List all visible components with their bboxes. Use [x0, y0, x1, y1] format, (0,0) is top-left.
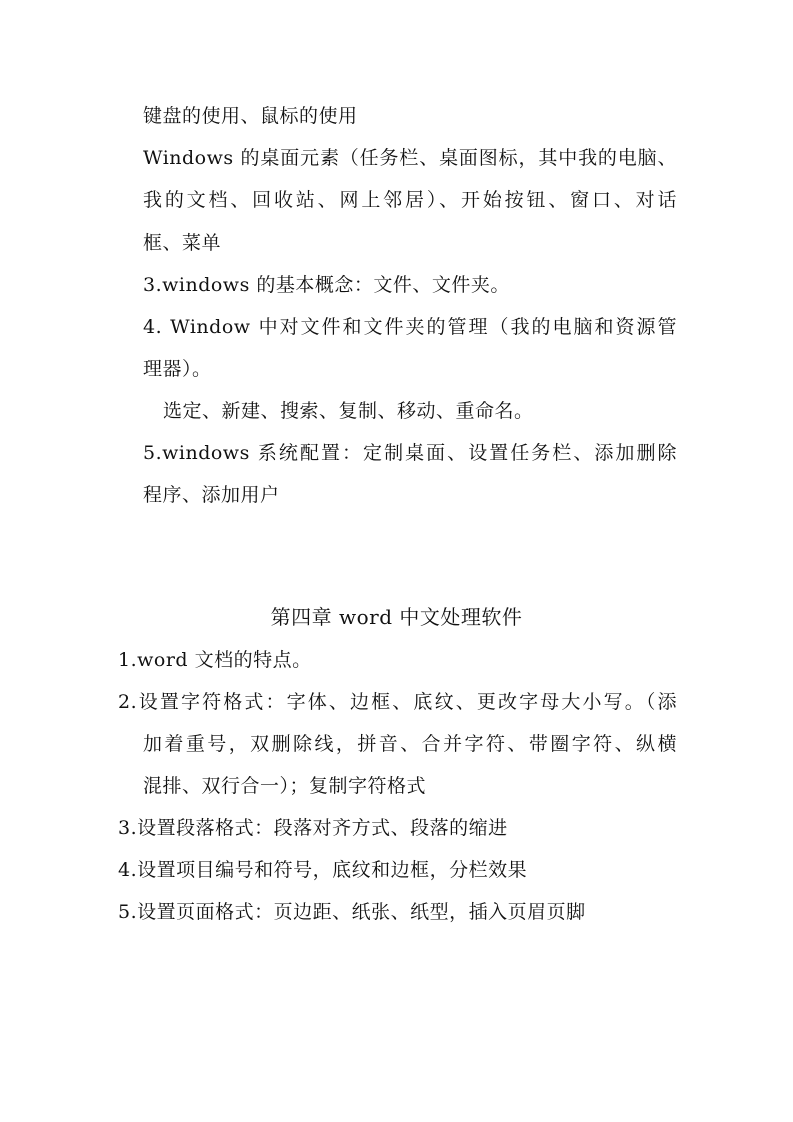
text-line-7: 理器）。 — [143, 358, 212, 380]
text-line-10: 程序、添加用户 — [143, 484, 280, 506]
text-line-9: 5.windows 系统配置：定制桌面、设置任务栏、添加删除 — [143, 442, 677, 464]
word-line-5: 3.设置段落格式：段落对齐方式、段落的缩进 — [118, 817, 508, 839]
word-line-1: 1.word 文档的特点。 — [118, 649, 312, 671]
word-line-2: 2.设置字符格式：字体、边框、底纹、更改字母大小写。（添 — [118, 691, 677, 713]
word-line-6: 4.设置项目编号和符号，底纹和边框，分栏效果 — [118, 859, 528, 881]
text-line-2: Windows 的桌面元素（任务栏、桌面图标，其中我的电脑、 — [143, 147, 677, 169]
text-line-4: 框、菜单 — [143, 232, 222, 254]
chapter-title: 第四章 word 中文处理软件 — [270, 605, 523, 629]
text-line-6: 4. Window 中对文件和文件夹的管理（我的电脑和资源管 — [143, 316, 677, 338]
text-line-1: 键盘的使用、鼠标的使用 — [143, 105, 358, 127]
text-line-3: 我的文档、回收站、网上邻居）、开始按钮、窗口、对话 — [143, 189, 677, 211]
text-line-5: 3.windows 的基本概念：文件、文件夹。 — [143, 274, 510, 296]
word-line-3: 加着重号，双删除线，拼音、合并字符、带圈字符、纵横 — [143, 733, 677, 755]
text-line-8: 选定、新建、搜索、复制、移动、重命名。 — [163, 400, 534, 422]
word-line-7: 5.设置页面格式：页边距、纸张、纸型，插入页眉页脚 — [118, 901, 586, 923]
word-line-4: 混排、双行合一）；复制字符格式 — [143, 775, 427, 797]
